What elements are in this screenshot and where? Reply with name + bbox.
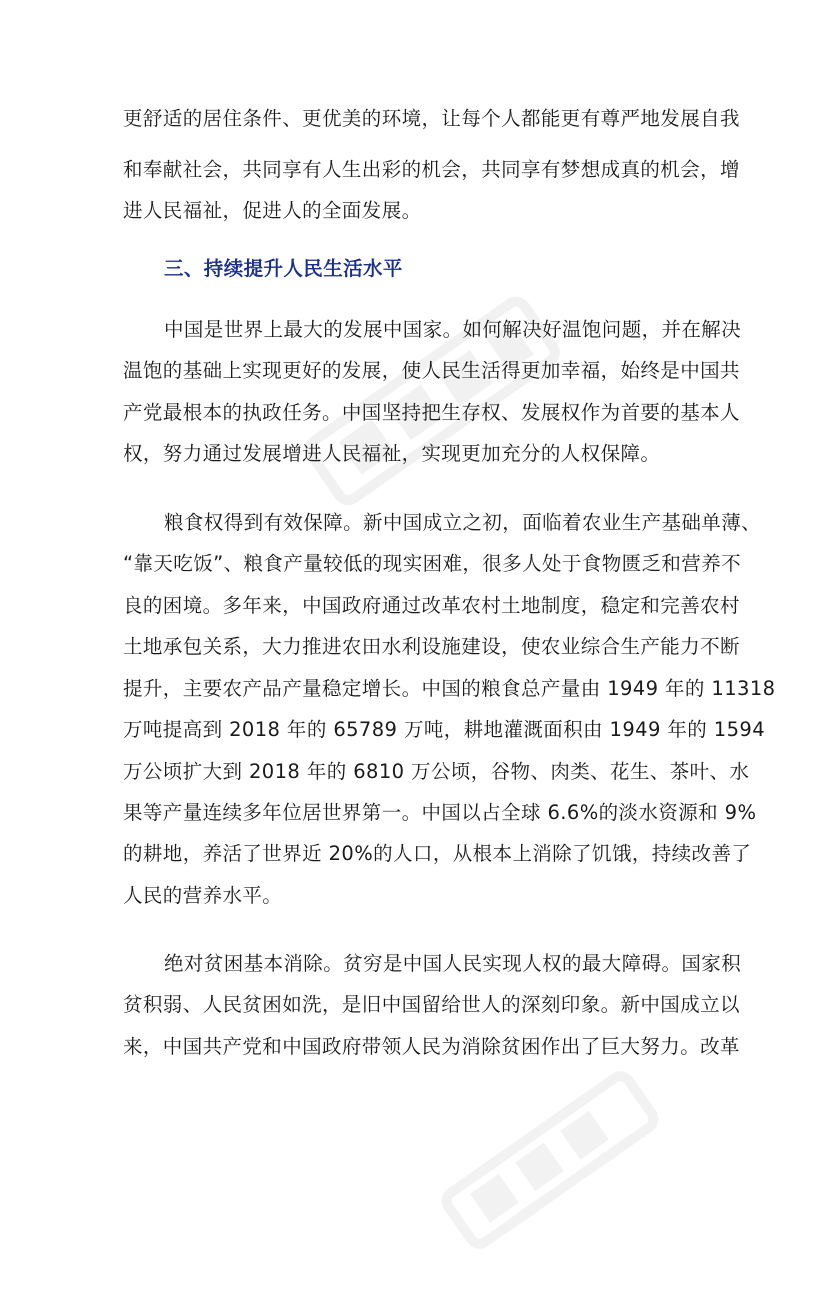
paragraph-food-line: 万公顷扩大到 2018 年的 6810 万公顷，谷物、肉类、花生、茶叶、水	[123, 760, 750, 783]
paragraph-intro-line: 权，努力通过发展增进人民福祉，实现更加充分的人权保障。	[123, 442, 661, 465]
paragraph-food-line: 的耕地，养活了世界近 20%的人口，从根本上消除了饥饿，持续改善了	[123, 842, 752, 865]
paragraph-continued-line: 和奉献社会，共同享有人生出彩的机会，共同享有梦想成真的机会，增	[123, 158, 740, 181]
paragraph-intro-line: 温饱的基础上实现更好的发展，使人民生活得更加幸福，始终是中国共	[123, 359, 740, 382]
paragraph-poverty-line: 绝对贫困基本消除。贫穷是中国人民实现人权的最大障碍。国家积	[164, 952, 742, 975]
paragraph-intro-line: 中国是世界上最大的发展中国家。如何解决好温饱问题，并在解决	[164, 318, 742, 341]
paragraph-continued-line: 更舒适的居住条件、更优美的环境，让每个人都能更有尊严地发展自我	[123, 107, 740, 130]
paragraph-food-line: 粮食权得到有效保障。新中国成立之初，面临着农业生产基础单薄、	[164, 511, 762, 534]
paragraph-food-line: 提升，主要农产品产量稳定增长。中国的粮食总产量由 1949 年的 11318	[123, 677, 776, 700]
paragraph-poverty-line: 来，中国共产党和中国政府带领人民为消除贫困作出了巨大努力。改革	[123, 1035, 740, 1058]
paragraph-food-line: “靠天吃饭”、粮食产量较低的现实困难，很多人处于食物匮乏和营养不	[123, 552, 742, 575]
section-heading: 三、持续提升人民生活水平	[164, 257, 403, 280]
paragraph-intro-line: 产党最根本的执政任务。中国坚持把生存权、发展权作为首要的基本人	[123, 401, 740, 424]
paragraph-food-line: 人民的营养水平。	[123, 884, 283, 907]
paragraph-poverty-line: 贫积弱、人民贫困如洗，是旧中国留给世人的深刻印象。新中国成立以	[123, 993, 740, 1016]
paragraph-food-line: 万吨提高到 2018 年的 65789 万吨，耕地灌溉面积由 1949 年的 1594	[123, 718, 765, 741]
paragraph-food-line: 良的困境。多年来，中国政府通过改革农村土地制度，稳定和完善农村	[123, 594, 740, 617]
paragraph-continued-line: 进人民福祉，促进人的全面发展。	[123, 199, 422, 222]
paragraph-food-line: 果等产量连续多年位居世界第一。中国以占全球 6.6%的淡水资源和 9%	[123, 801, 757, 824]
paragraph-food-line: 土地承包关系，大力推进农田水利设施建设，使农业综合生产能力不断	[123, 635, 740, 658]
